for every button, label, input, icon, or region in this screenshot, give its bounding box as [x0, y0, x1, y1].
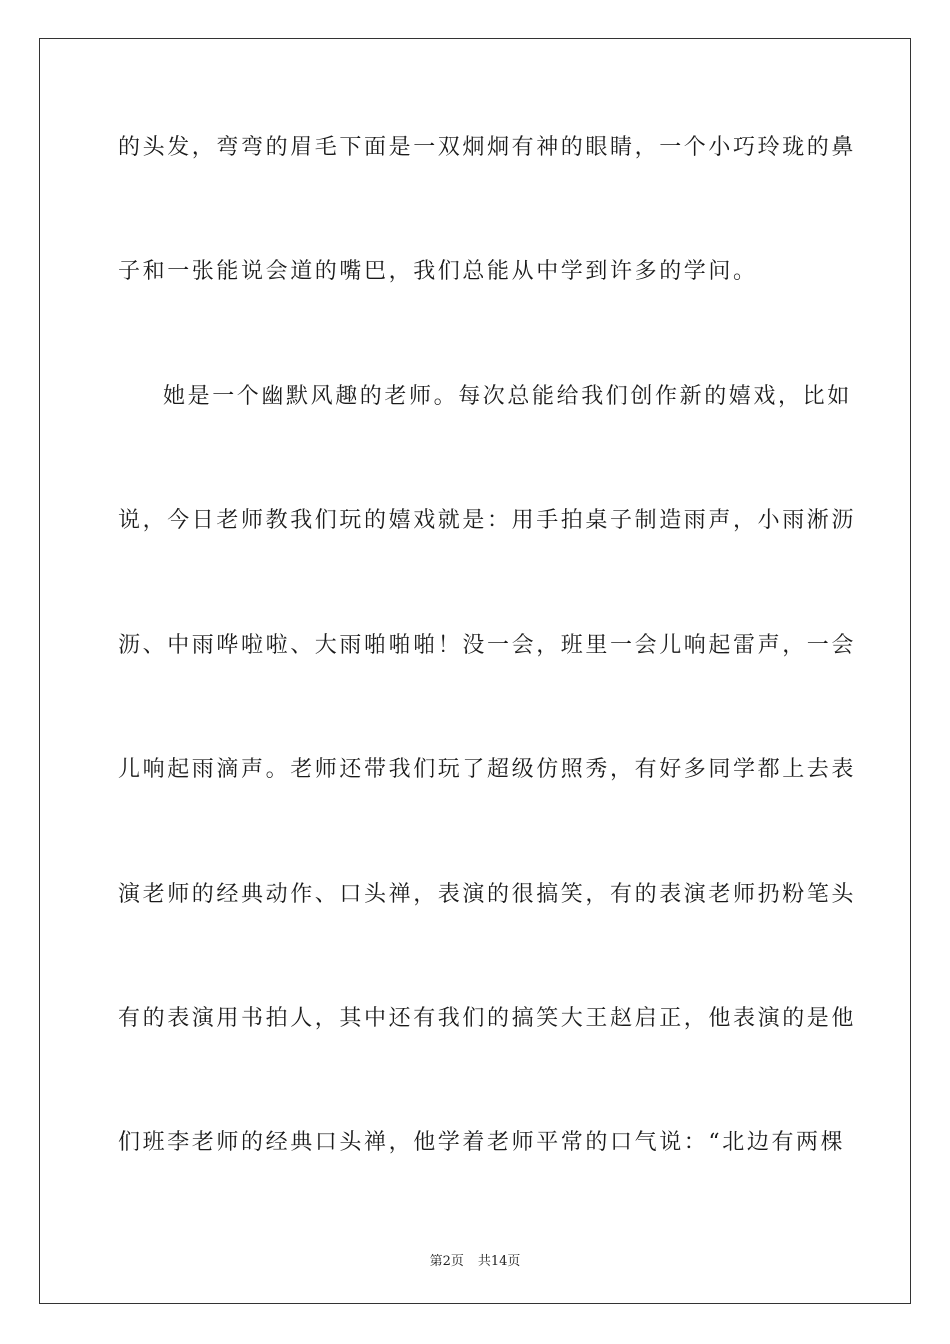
- body-line-2: 子和一张能说会道的嘴巴，我们总能从中学到许多的学问。: [118, 259, 758, 284]
- body-line-8: 有的表演用书拍人，其中还有我们的搞笑大王赵启正，他表演的是他: [118, 1006, 857, 1031]
- body-line-5: 沥、中雨哗啦啦、大雨啪啪啪！没一会，班里一会儿响起雷声，一会: [118, 633, 857, 658]
- body-line-7: 演老师的经典动作、口头禅，表演的很搞笑，有的表演老师扔粉笔头: [118, 882, 857, 907]
- page-number: 第2页: [429, 1254, 464, 1269]
- body-line-9: 们班李老师的经典口头禅，他学着老师平常的口气说：“北边有两棵: [118, 1130, 846, 1155]
- body-line-4: 说，今日老师教我们玩的嬉戏就是：用手拍桌子制造雨声，小雨淅沥: [118, 508, 857, 533]
- page-footer: [0, 1250, 950, 1269]
- body-line-1: 的头发，弯弯的眉毛下面是一双炯炯有神的眼睛，一个小巧玲珑的鼻: [118, 135, 857, 160]
- body-line-6: 儿响起雨滴声。老师还带我们玩了超级仿照秀，有好多同学都上去表: [118, 757, 857, 782]
- body-line-3: 她是一个幽默风趣的老师。每次总能给我们创作新的嬉戏，比如: [163, 384, 852, 409]
- page-total: 共14页: [477, 1254, 521, 1269]
- page-border: [39, 38, 911, 1304]
